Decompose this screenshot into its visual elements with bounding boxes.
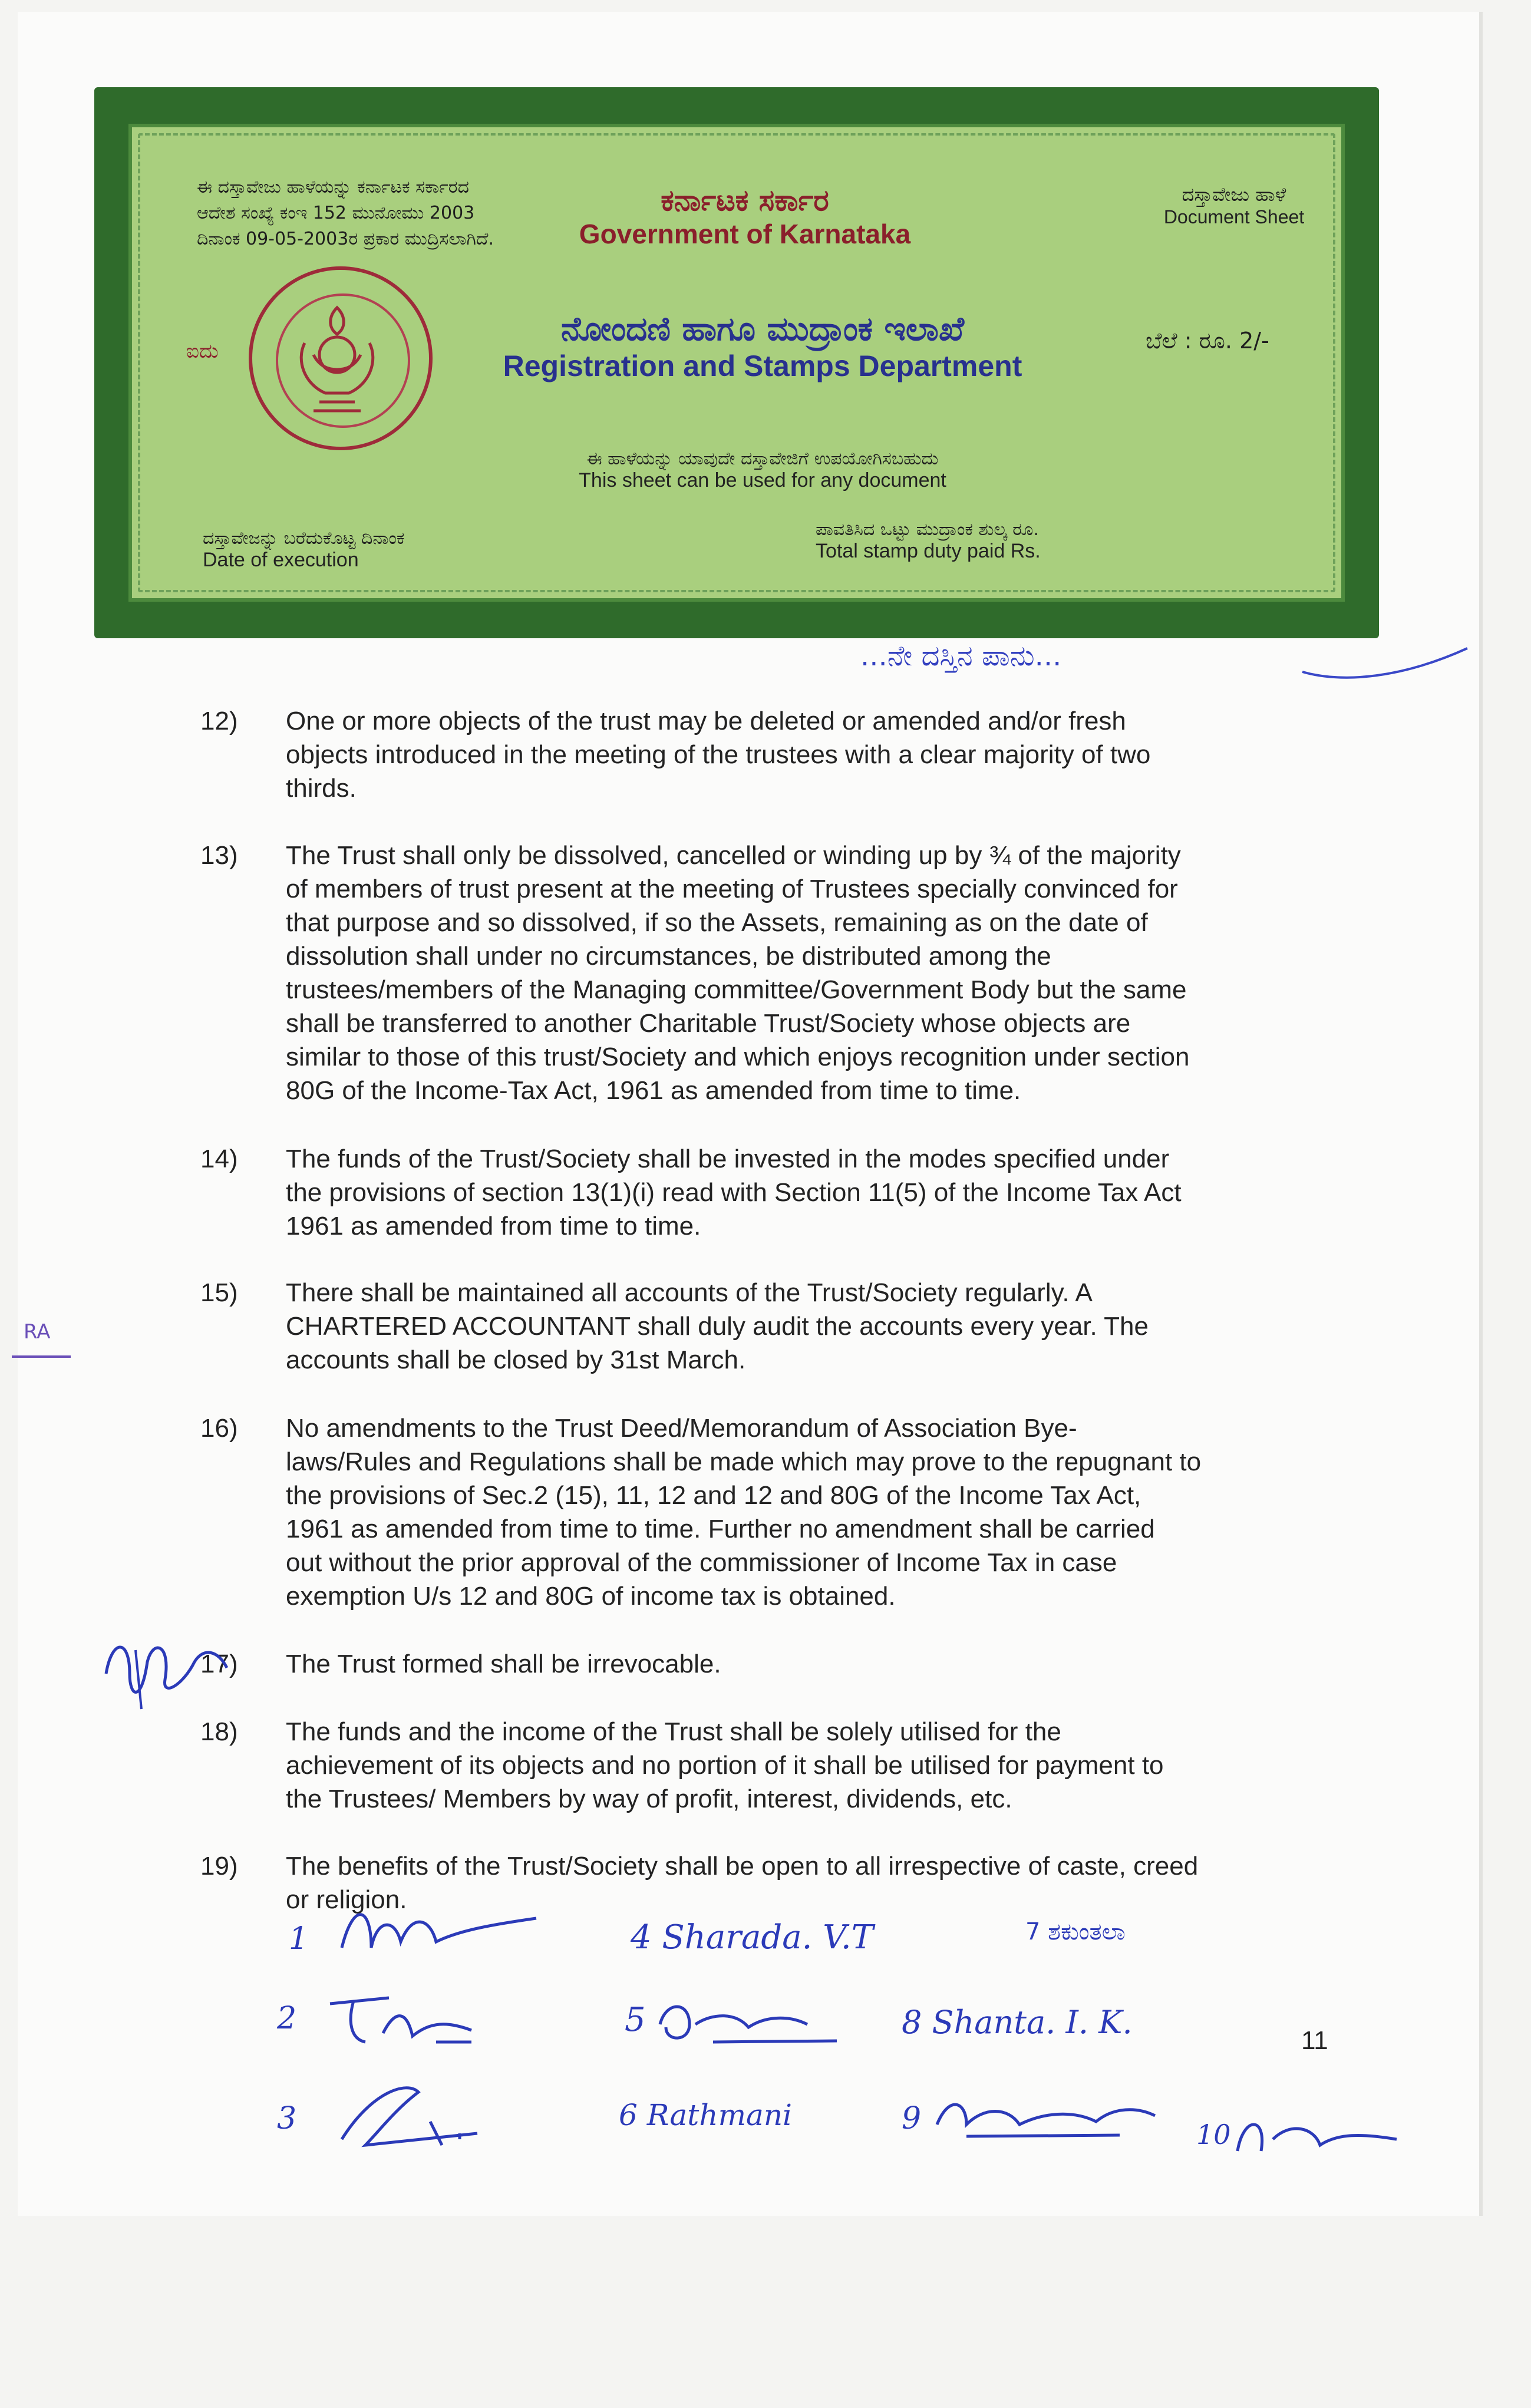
- government-title-en: Government of Karnataka: [579, 219, 911, 249]
- clause-line: that purpose and so dissolved, if so the Assets, remaining as on the date of: [286, 908, 1148, 937]
- document-sheet-kn: ದಸ್ತಾವೇಜು ಹಾಳೆ: [1182, 183, 1286, 206]
- order-text: [197, 174, 494, 252]
- clause-line: the provisions of Sec.2 (15), 11, 12 and 12 and 80G of the Income Tax Act,: [286, 1481, 1141, 1510]
- document-sheet-label: [1146, 183, 1322, 228]
- usage-note-en: This sheet can be used for any document: [579, 469, 946, 492]
- order-line-3: ದಿನಾಂಕ 09-05-2003ರ ಪ್ರಕಾರ ಮುದ್ರಿಸಲಾಗಿದೆ.: [197, 229, 494, 249]
- signature-3-number: 3: [277, 2101, 297, 2136]
- department-title: [438, 310, 1087, 383]
- signature-2-number: 2: [277, 2001, 297, 2036]
- signature-10-number: 10: [1196, 2119, 1231, 2150]
- clause-line: 1961 as amended from time to time. Further no amendment shall be carried: [286, 1515, 1155, 1543]
- order-line-2: ಆದೇಶ ಸಂಖ್ಯೆ ಕಂಇ 152 ಮುನೋಮು 2003: [197, 203, 475, 223]
- signature-9-icon: [931, 2089, 1167, 2142]
- denomination-mark: ಐದು: [186, 339, 219, 363]
- clause-12: [286, 704, 1332, 805]
- clause-13: [286, 839, 1332, 1107]
- lion-emblem-icon: [249, 266, 425, 443]
- government-title-kn: ಕರ್ನಾಟಕ ಸರ್ಕಾರ: [661, 183, 829, 217]
- signature-1-icon: [330, 1895, 548, 1965]
- clause-number-13: 13): [200, 841, 238, 870]
- clause-17: [286, 1647, 1332, 1681]
- department-title-kn: ನೋಂದಣಿ ಹಾಗೂ ಮುದ್ರಾಂಕ ಇಲಾಖೆ: [561, 310, 964, 348]
- clause-number-17: 17): [200, 1650, 238, 1678]
- signature-1-number: 1: [289, 1921, 309, 1957]
- signature-4: 4 Sharada. V.T: [631, 1918, 874, 1957]
- edge-stamp-line: [12, 1355, 71, 1358]
- stamp-paper-header: [94, 87, 1379, 638]
- signature-5-icon: [654, 1995, 849, 2048]
- clause-line: exemption U/s 12 and 80G of income tax is obtained.: [286, 1582, 896, 1611]
- clause-line: The benefits of the Trust/Society shall be open to all irrespective of caste, creed: [286, 1852, 1199, 1881]
- department-title-en: Registration and Stamps Department: [503, 349, 1022, 382]
- signature-9-number: 9: [902, 2101, 922, 2136]
- signature-7-kn: 7 ಶಕುಂತಲಾ: [1025, 1918, 1126, 1945]
- clause-line: The Trust shall only be dissolved, cancelled or winding up by ¾ of the majority: [286, 841, 1181, 870]
- clause-number-14: 14): [200, 1144, 238, 1173]
- signature-8: 8 Shanta. I. K.: [902, 2004, 1133, 2041]
- clause-number-19: 19): [200, 1852, 238, 1881]
- document-sheet-en: Document Sheet: [1163, 206, 1305, 227]
- clause-line: out without the prior approval of the commissioner of Income Tax in case: [286, 1548, 1117, 1577]
- signature-2-icon: [318, 1986, 495, 2051]
- signature-10-icon: [1232, 2104, 1408, 2163]
- clause-18: [286, 1715, 1332, 1816]
- usage-note: [497, 448, 1028, 492]
- clause-line: CHARTERED ACCOUNTANT shall duly audit the accounts every year. The: [286, 1312, 1149, 1341]
- stamp-duty-paid: [816, 519, 1041, 563]
- clause-number-15: 15): [200, 1278, 238, 1307]
- clause-line: shall be transferred to another Charitable Trust/Society whose objects are: [286, 1009, 1131, 1038]
- clause-14: [286, 1142, 1332, 1243]
- clause-line: accounts shall be closed by 31st March.: [286, 1345, 746, 1374]
- clause-line: the provisions of section 13(1)(i) read with Section 11(5) of the Income Tax Act: [286, 1178, 1182, 1207]
- clause-line: or religion.: [286, 1885, 407, 1914]
- page-number: 11: [1301, 2026, 1328, 2055]
- stamp-inner-panel: [128, 124, 1345, 602]
- clause-line: No amendments to the Trust Deed/Memorandum of Association Bye-: [286, 1414, 1077, 1443]
- clause-line: trustees/members of the Managing committee/Government Body but the same: [286, 975, 1187, 1004]
- clause-line: thirds.: [286, 774, 357, 803]
- clause-line: The funds and the income of the Trust shall be solely utilised for the: [286, 1717, 1061, 1746]
- clause-line: objects introduced in the meeting of the trustees with a clear majority of two: [286, 740, 1151, 769]
- clause-line: of members of trust present at the meeting of Trustees specially convinced for: [286, 875, 1178, 903]
- usage-note-kn: ಈ ಹಾಳೆಯನ್ನು ಯಾವುದೇ ದಸ್ತಾವೇಜಿಗೆ ಉಪಯೋಗಿಸಬಹುದು: [586, 448, 939, 469]
- signature-3-icon: [324, 2069, 501, 2157]
- order-line-1: ಈ ದಸ್ತಾವೇಜು ಹಾಳೆಯನ್ನು ಕರ್ನಾಟಕ ಸರ್ಕಾರದ: [197, 177, 469, 197]
- clause-15: [286, 1276, 1332, 1377]
- government-title: [509, 183, 981, 250]
- clause-number-12: 12): [200, 707, 238, 735]
- clause-line: similar to those of this trust/Society and which enjoys recognition under section: [286, 1043, 1190, 1071]
- clause-line: There shall be maintained all accounts of the Trust/Society regularly. A: [286, 1278, 1093, 1307]
- signature-5-number: 5: [625, 2001, 646, 2039]
- edge-stamp-mark: RA: [24, 1320, 51, 1344]
- clause-number-18: 18): [200, 1717, 238, 1746]
- stamp-duty-kn: ಪಾವತಿಸಿದ ಒಟ್ಟು ಮುದ್ರಾಂಕ ಶುಲ್ಕ ರೂ.: [816, 519, 1039, 540]
- clause-number-16: 16): [200, 1414, 238, 1443]
- date-of-execution-en: Date of execution: [203, 549, 359, 571]
- price-label: ಬೆಲೆ : ರೂ. 2/-: [1146, 328, 1269, 354]
- stamp-duty-en: Total stamp duty paid Rs.: [816, 540, 1041, 562]
- clause-line: The Trust formed shall be irrevocable.: [286, 1650, 721, 1678]
- margin-signature-icon: [94, 1627, 236, 1715]
- emblem-seal-icon: [249, 266, 433, 450]
- date-of-execution-kn: ದಸ್ತಾವೇಜನ್ನು ಬರೆದುಕೊಟ್ಟ ದಿನಾಂಕ: [203, 528, 405, 549]
- clause-line: achievement of its objects and no portion of it shall be utilised for payment to: [286, 1751, 1164, 1780]
- clause-line: 1961 as amended from time to time.: [286, 1212, 701, 1241]
- handwritten-page-reference: ...ನೇ ದಸ್ತಿನ ಪಾನು...: [860, 639, 1062, 672]
- clause-line: the Trustees/ Members by way of profit, interest, dividends, etc.: [286, 1784, 1012, 1813]
- pen-stroke-icon: [1296, 636, 1473, 690]
- signature-6: 6 Rathmani: [619, 2098, 793, 2132]
- clause-line: One or more objects of the trust may be deleted or amended and/or fresh: [286, 707, 1126, 735]
- clause-line: The funds of the Trust/Society shall be invested in the modes specified under: [286, 1144, 1170, 1173]
- date-of-execution: [203, 528, 404, 572]
- clause-line: dissolution shall under no circumstances, be distributed among the: [286, 942, 1051, 971]
- clause-16: [286, 1411, 1332, 1613]
- clause-line: 80G of the Income-Tax Act, 1961 as amended from time to time.: [286, 1076, 1021, 1105]
- clause-line: laws/Rules and Regulations shall be made which may prove to the repugnant to: [286, 1447, 1202, 1476]
